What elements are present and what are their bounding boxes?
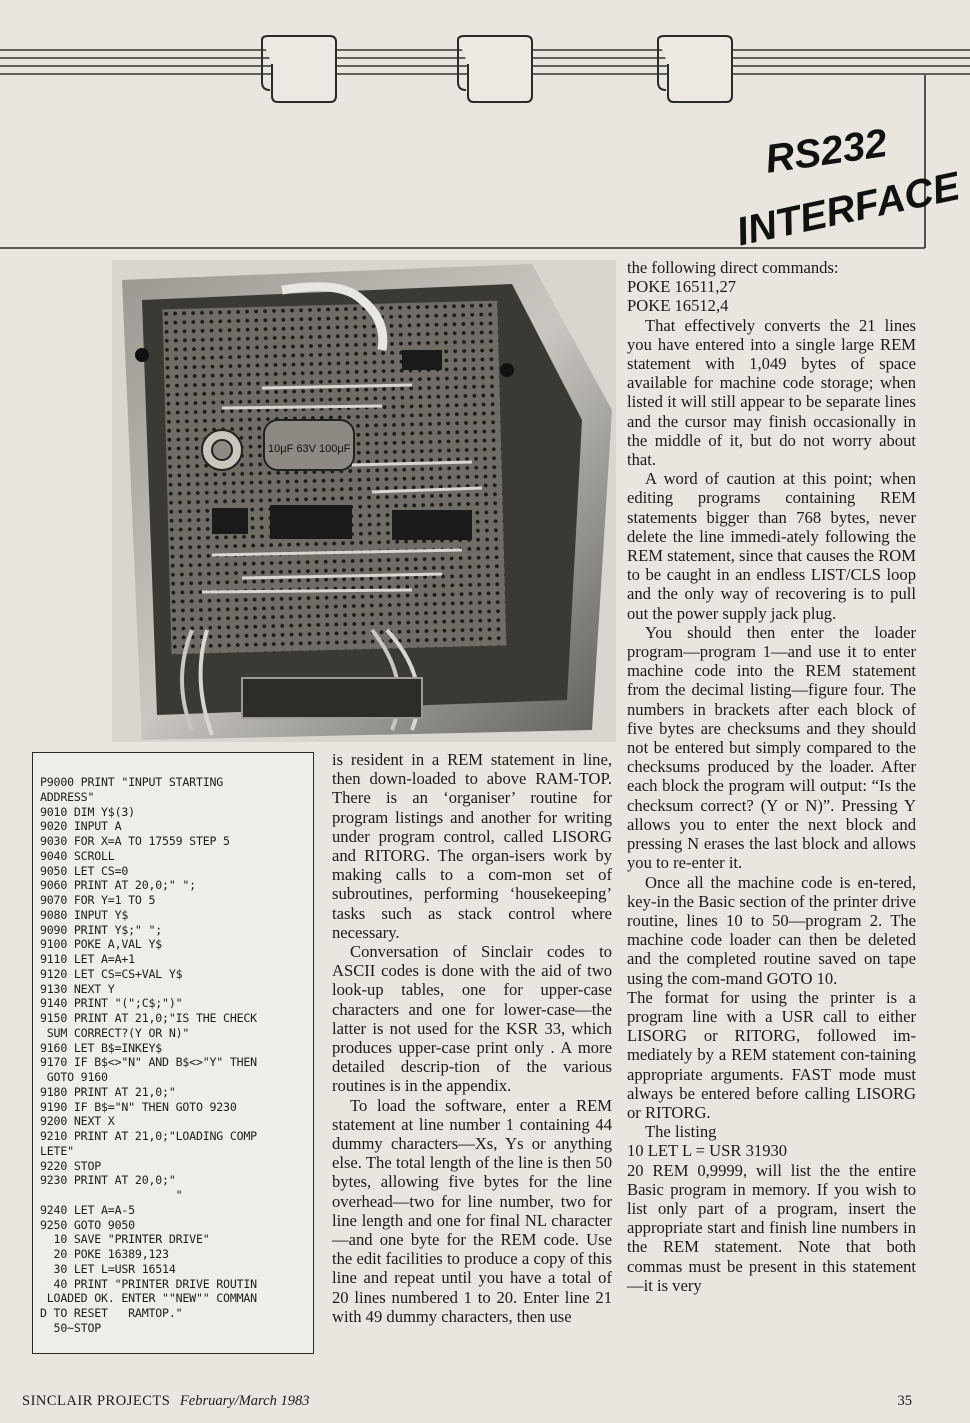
- clip-graphic-3: [658, 36, 732, 102]
- listing-line: 9070 FOR Y=1 TO 5: [40, 893, 156, 907]
- listing-line: 9010 DIM Y$(3): [40, 804, 135, 819]
- title-line-1: RS232: [762, 121, 890, 182]
- title-line-2: INTERFACE: [732, 164, 964, 255]
- listing-line: LOADED OK. ENTER ""NEW"" COMMAN: [40, 1291, 257, 1306]
- listing-line: 9200 NEXT X: [40, 1114, 115, 1129]
- text-column-2: [332, 750, 612, 1326]
- col2-paragraph-3: To load the software, enter a REM statement at line number 1 containing 44 dummy characters—Xs, Ys or anything else. The total length of the line is then 50 bytes, allowing five bytes for the line overhead—two for line number, two for line length and one for final NL character—and one byte for the REM code. Use the edit facilities to produce a copy of this line and repeat until you have a total of 20 lines numbered 1 to 20. Enter line 21 with 49 dummy characters, then use: [332, 1095, 612, 1326]
- listing-line: 9130 NEXT Y: [40, 981, 115, 996]
- listing-line: 9170 IF B$<>"N" AND B$<>"Y" THEN: [40, 1055, 257, 1070]
- circuit-board-illustration: [112, 260, 616, 742]
- listing-line: 9050 LET CS=0: [40, 863, 129, 878]
- program-listing: [32, 752, 314, 1354]
- listing-line: 9120 LET CS=CS+VAL Y$: [40, 966, 183, 981]
- clip-graphic-1: [262, 36, 336, 102]
- text-column-3: [627, 258, 916, 1295]
- listing-line: 9100 POKE A,VAL Y$: [40, 937, 163, 952]
- issue-date: February/March 1983: [179, 1393, 310, 1409]
- listing-line: 9160 LET B$=INKEY$: [40, 1040, 163, 1055]
- listing-line: 9230 PRINT AT 20,0;": [40, 1173, 176, 1188]
- listing-line: 9210 PRINT AT 21,0;"LOADING COMP: [40, 1129, 257, 1143]
- listing-line: D TO RESET RAMTOP.": [40, 1306, 183, 1320]
- header-band: [0, 0, 970, 255]
- listing-line: 40 PRINT "PRINTER DRIVE ROUTIN: [40, 1276, 257, 1291]
- col3-command-2: POKE 16512,4: [627, 296, 729, 316]
- listing-line: 9060 PRINT AT 20,0;" ";: [40, 878, 196, 893]
- publication-name: SINCLAIR PROJECTS: [22, 1393, 171, 1409]
- col3-command-3: 10 LET L = USR 31930: [627, 1141, 788, 1161]
- listing-line: LETE": [40, 1143, 74, 1158]
- circuit-board-photo: [112, 260, 616, 742]
- listing-line: 20 POKE 16389,123: [40, 1247, 169, 1261]
- col3-paragraph-7: The listing: [645, 1122, 717, 1142]
- listing-line: 30 LET L=USR 16514: [40, 1261, 176, 1276]
- listing-line: 9240 LET A=A-5: [40, 1202, 135, 1217]
- listing-line: 9140 PRINT "(";C$;")": [40, 996, 183, 1011]
- col3-paragraph-5: Once all the machine code is en-tered, key-in the Basic section of the printer drive routine, lines 10 to 50—program 2. The machine code loader can then be deleted and the completed routine saved on tape using the com-mand GOTO 10.: [627, 872, 916, 988]
- page-number: 35: [897, 1393, 912, 1409]
- col3-command-1: POKE 16511,27: [627, 277, 737, 297]
- listing-line: GOTO 9160: [40, 1070, 108, 1084]
- page-footer: [22, 1393, 912, 1410]
- col2-paragraph-1: is resident in a REM statement in line, then down-loaded to above RAM-TOP. There is an ‘organiser’ routine for program listings and another for writing under program control, called LISORG and RITORG. The organ-isers work by making calls to a com-mon set of subroutines, performing ‘housekeeping’ tasks such as stack control where necessary.: [332, 750, 612, 942]
- listing-line: 9190 IF B$="N" THEN GOTO 9230: [40, 1099, 237, 1114]
- listing-line: ADDRESS": [40, 789, 95, 804]
- clip-graphic-2: [458, 36, 532, 102]
- listing-line: 9110 LET A=A+1: [40, 952, 135, 966]
- col3-paragraph-6: The format for using the printer is a program line with a USR call to either LISORG or RITORG, followed im-mediately by a REM statement con-taining appropriate arguments. FAST mode must always be entered before calling LISORG or RITORG.: [627, 987, 916, 1122]
- col3-paragraph-2: That effectively converts the 21 lines you have entered into a single large REM statement with 1,049 bytes of space available for machine code storage; when listed it will still appear to be separate lines and the cursor may finish occasionally in the middle of it, but do not worry about that.: [627, 315, 916, 470]
- listing-line: 10 SAVE "PRINTER DRIVE": [40, 1232, 210, 1247]
- listing-line: SUM CORRECT?(Y OR N)": [40, 1025, 190, 1040]
- listing-line: 9220 STOP: [40, 1158, 102, 1173]
- listing-line: 9040 SCROLL: [40, 848, 115, 863]
- listing-line: ": [40, 1188, 183, 1202]
- col2-paragraph-2: Conversation of Sinclair codes to ASCII codes is done with the aid of two look-up tables, one for upper-case characters and one for lower-case—the latter is not used for the KSR 33, which produces upper-case print only . A more detailed descrip-tion of the various routines is in the appendix.: [332, 942, 612, 1096]
- col3-paragraph-1: the following direct commands:: [627, 258, 839, 277]
- col3-paragraph-3: A word of caution at this point; when editing programs containing REM statements bigger than 768 bytes, never delete the line immedi-ately following the REM statement, since that causes the ROM to be caught in an endless LIST/CLS loop and the only way of recovering is to pull out the power supply jack plug.: [627, 469, 916, 623]
- listing-line: 9180 PRINT AT 21,0;": [40, 1084, 176, 1099]
- listing-line: 9250 GOTO 9050: [40, 1217, 135, 1232]
- listing-line: 9020 INPUT A: [40, 819, 122, 834]
- listing-line: 9080 INPUT Y$: [40, 907, 129, 922]
- listing-line: 9150 PRINT AT 21,0;"IS THE CHECK: [40, 1011, 257, 1025]
- listing-line: 9030 FOR X=A TO 17559 STEP 5: [40, 834, 230, 848]
- rs232-interface-title: [730, 108, 964, 255]
- listing-line: 50~STOP: [40, 1320, 102, 1335]
- listing-code: [33, 753, 313, 1336]
- capacitor-label: 10μF 63V 100μF: [268, 443, 351, 455]
- listing-line: P9000 PRINT "INPUT STARTING: [40, 775, 224, 789]
- col3-paragraph-8: 20 REM 0,9999, will list the the entire Basic program in memory. If you wish to list only part of a program, insert the appropriate start and finish line numbers in the REM statement. Note that both commas must be present in this statement—it is very: [627, 1160, 916, 1295]
- col3-paragraph-4: You should then enter the loader program—program 1—and use it to enter machine code into the REM statement from the decimal listing—figure four. The numbers in brackets after each block of five bytes are checksums and they should not be entered but simply compared to the checksums produced by the loader. After each block the program will output: “Is the checksum correct? (Y or N)”. Pressing Y allows you to enter the next block and pressing N erases the last block and allows you to re-enter it.: [627, 622, 916, 873]
- listing-line: 9090 PRINT Y$;" ";: [40, 922, 163, 937]
